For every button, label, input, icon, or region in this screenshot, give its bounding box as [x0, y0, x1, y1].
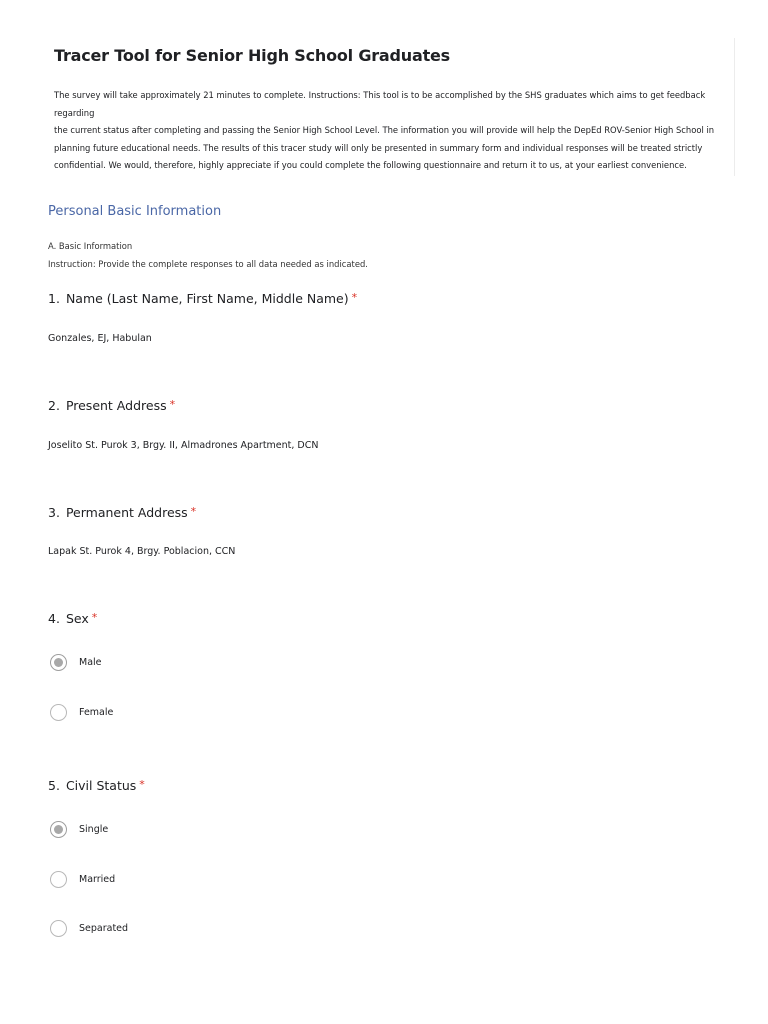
question-number: 4.: [48, 611, 60, 626]
question-label: Civil Status: [65, 778, 137, 793]
required-asterisk: *: [351, 291, 358, 304]
permanent-address-answer[interactable]: Lapak St. Purok 4, Brgy. Poblacion, CCN: [48, 546, 236, 557]
radio-option-label: Male: [79, 657, 102, 668]
question-present-address: [48, 398, 175, 413]
radio-button[interactable]: [50, 654, 67, 671]
question-number: 1.: [48, 291, 60, 306]
radio-option-married[interactable]: [50, 871, 115, 888]
required-asterisk: *: [91, 611, 98, 624]
radio-button[interactable]: [50, 871, 67, 888]
radio-option-label: Separated: [79, 923, 129, 934]
question-number: 3.: [48, 505, 60, 520]
name-answer[interactable]: Gonzales, EJ, Habulan: [48, 333, 152, 344]
form-description: [54, 87, 720, 175]
required-asterisk: *: [169, 398, 176, 411]
required-asterisk: *: [139, 778, 145, 791]
question-label: Sex: [65, 611, 89, 626]
form-description-line: the current status after completing and passing the Senior High School Level. The information you will provide will help the DepEd ROV-Senior High School in: [54, 125, 715, 135]
form-header: [38, 38, 735, 176]
question-number: 5.: [48, 778, 60, 793]
section-instruction: Instruction: Provide the complete responses to all data needed as indicated.: [48, 258, 368, 269]
radio-option-male[interactable]: [50, 654, 102, 671]
question-name: [48, 291, 357, 306]
present-address-answer[interactable]: Joselito St. Purok 3, Brgy. II, Almadrones Apartment, DCN: [48, 440, 319, 451]
radio-button[interactable]: [50, 920, 67, 937]
section-subheading: A. Basic Information: [48, 241, 133, 251]
radio-button[interactable]: [50, 704, 67, 721]
radio-option-single[interactable]: [50, 821, 108, 838]
question-sex: [48, 611, 97, 626]
radio-option-female[interactable]: [50, 704, 113, 721]
form-title: Tracer Tool for Senior High School Graduates: [54, 46, 450, 65]
required-asterisk: *: [190, 505, 197, 518]
section-title: Personal Basic Information: [48, 204, 222, 219]
radio-option-label: Married: [79, 874, 116, 885]
question-number: 2.: [48, 398, 60, 413]
radio-option-label: Female: [79, 707, 114, 718]
section-description: [48, 238, 368, 273]
form-description-line: confidential. We would, therefore, highly appreciate if you could complete the following questionnaire and return it to us, at your earliest convenience.: [54, 160, 687, 170]
question-label: Name (Last Name, First Name, Middle Name): [65, 291, 349, 306]
question-civil-status: [48, 778, 145, 793]
question-permanent-address: [48, 505, 196, 520]
radio-button[interactable]: [50, 821, 67, 838]
form-description-line: The survey will take approximately 21 minutes to complete. Instructions: This tool is to be accomplished by the SHS graduates which aims to get feedback regarding: [54, 90, 706, 118]
question-label: Permanent Address: [65, 505, 188, 520]
radio-option-label: Single: [79, 824, 109, 835]
form-description-line: planning future educational needs. The results of this tracer study will only be presented in summary form and individual responses will be treated strictly: [54, 142, 703, 153]
question-label: Present Address: [65, 398, 167, 413]
radio-option-separated[interactable]: [50, 920, 128, 937]
